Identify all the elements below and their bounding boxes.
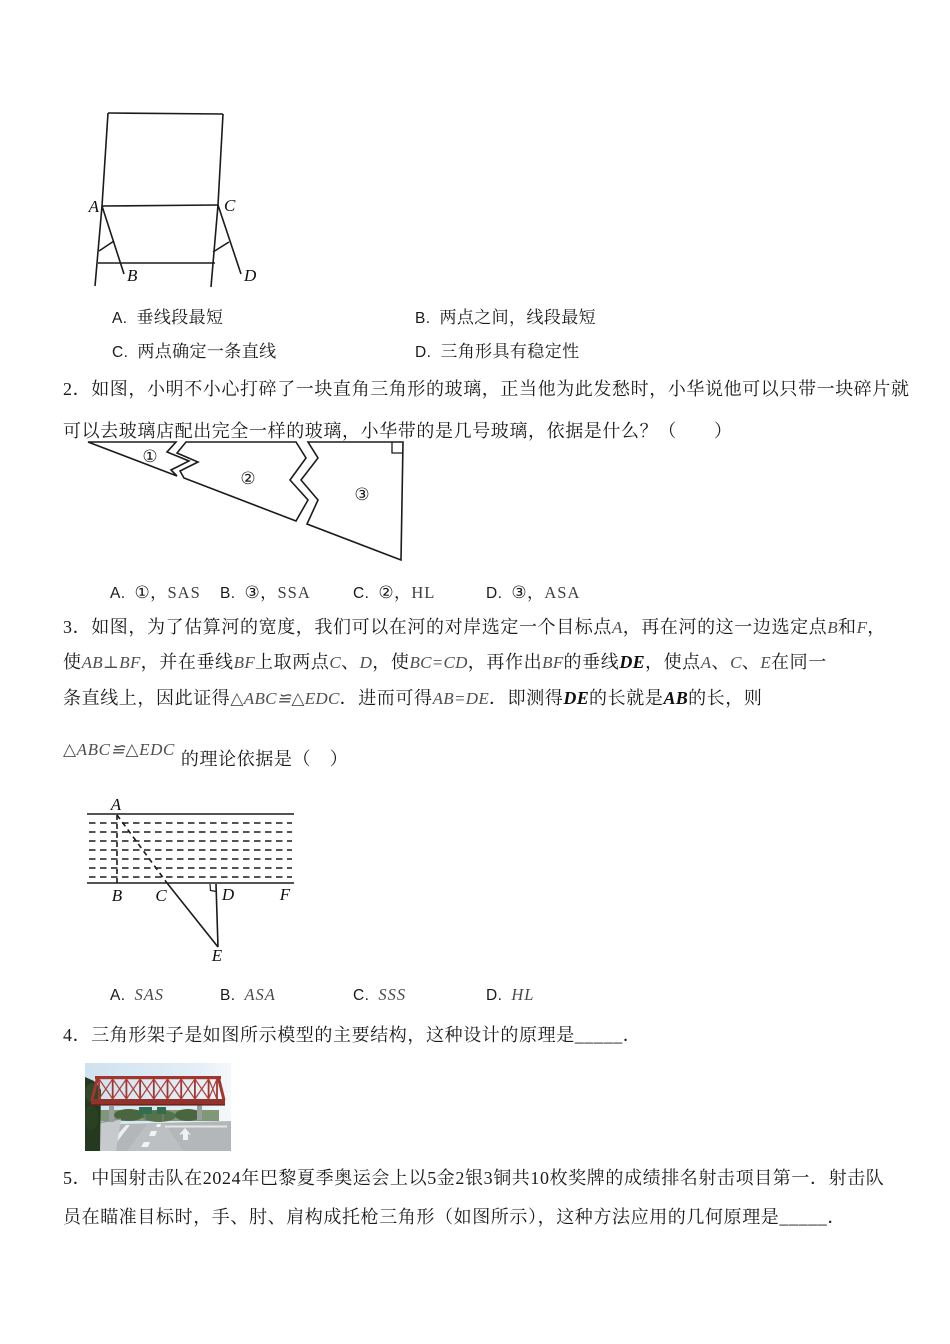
truss-bridge-photo bbox=[85, 1063, 231, 1151]
q3-stem-line-2 bbox=[63, 652, 827, 673]
text-segment: 的长就是 bbox=[589, 688, 664, 708]
q3-option-b bbox=[220, 985, 276, 1005]
option-basis: HL bbox=[411, 583, 436, 602]
option-letter: A. bbox=[110, 987, 126, 1004]
text-segment: 、 bbox=[341, 652, 360, 672]
option-basis: HL bbox=[511, 985, 535, 1004]
option-letter: B. bbox=[415, 310, 431, 327]
text-segment: C bbox=[730, 653, 742, 672]
fig3-label-a: A bbox=[110, 795, 122, 814]
fig3-label-e: E bbox=[211, 946, 223, 965]
fig3-label-d: D bbox=[221, 885, 235, 904]
text-segment: ， bbox=[867, 617, 886, 637]
option-letter: D. bbox=[486, 585, 503, 602]
text-segment: 条直线上，因此证得 bbox=[63, 688, 231, 708]
q2-option-c bbox=[353, 578, 435, 603]
option-choice: ②， bbox=[378, 583, 412, 602]
fig3-label-b: B bbox=[111, 886, 123, 905]
fig3-label-c: C bbox=[155, 886, 167, 905]
text-segment: ，再在河的这一边选定点 bbox=[622, 617, 828, 637]
option-letter: A. bbox=[112, 310, 128, 327]
q2-broken-glass-figure bbox=[85, 436, 415, 568]
option-choice: ③， bbox=[511, 583, 545, 602]
glass-piece-1-label: ① bbox=[142, 447, 158, 467]
option-basis: SSA bbox=[277, 583, 311, 602]
q3-option-d bbox=[486, 985, 534, 1005]
q5-stem-line-1: 5．中国射击队在2024年巴黎夏季奥运会上以5金2银3铜共10枚奖牌的成绩排名射击项目第一．射击队 bbox=[63, 1168, 885, 1188]
q1-option-d bbox=[415, 337, 580, 362]
option-text: 两点之间，线段最短 bbox=[439, 308, 597, 327]
text-segment: E bbox=[760, 653, 772, 672]
fig1-label-b: B bbox=[127, 266, 138, 285]
fig1-label-c: C bbox=[224, 196, 236, 215]
q1-option-c bbox=[112, 337, 277, 362]
text-segment: 、 bbox=[711, 652, 731, 672]
text-segment: BF bbox=[233, 653, 256, 672]
q2-stem-line-2: 可以去玻璃店配出完全一样的玻璃，小华带的是几号玻璃，依据是什么？（ ） bbox=[63, 421, 733, 441]
text-segment: 使 bbox=[63, 652, 82, 672]
q2-stem-line-1: 2．如图，小明不小心打碎了一块直角三角形的玻璃，正当他为此发愁时，小华说他可以只带一块碎片就 bbox=[63, 379, 910, 399]
q3-option-a bbox=[110, 985, 164, 1005]
text-segment: △ABC≌△EDC bbox=[230, 689, 340, 708]
option-basis: ASA bbox=[244, 985, 276, 1004]
option-letter: B. bbox=[220, 987, 236, 1004]
fig1-label-a: A bbox=[88, 197, 99, 216]
option-letter: B. bbox=[220, 585, 236, 602]
text-segment: 的垂线 bbox=[563, 652, 620, 672]
option-letter: C. bbox=[353, 585, 370, 602]
text-segment: ．进而可得 bbox=[339, 688, 433, 708]
option-text: 三角形具有稳定性 bbox=[440, 342, 580, 361]
glass-piece-2-label: ② bbox=[240, 469, 256, 489]
glass-piece-3-label: ③ bbox=[354, 485, 370, 505]
text-segment: BF bbox=[542, 653, 564, 672]
text-segment: 3．如图，为了估算河的宽度，我们可以在河的对岸选定一个目标点 bbox=[63, 617, 612, 637]
q4-stem: 4．三角形架子是如图所示模型的主要结构，这种设计的原理是_____． bbox=[63, 1025, 642, 1045]
option-text: 两点确定一条直线 bbox=[137, 342, 277, 361]
q3-option-c bbox=[353, 985, 406, 1005]
photo-bridge-pier bbox=[197, 1105, 202, 1120]
text-segment: DE bbox=[563, 688, 590, 708]
q2-option-a bbox=[110, 578, 201, 603]
option-basis: SAS bbox=[167, 583, 201, 602]
text-segment: 上取两点 bbox=[255, 652, 330, 672]
option-text: 垂线段最短 bbox=[136, 308, 224, 327]
q1-option-a bbox=[112, 303, 223, 328]
text-segment: 和 bbox=[837, 617, 857, 637]
text-segment: ，并在垂线 bbox=[140, 652, 234, 672]
text-segment: 的长，则 bbox=[688, 688, 763, 708]
text-segment: DE bbox=[619, 652, 645, 672]
option-basis: ASA bbox=[544, 583, 581, 602]
q3-stem-line-4 bbox=[63, 740, 349, 770]
fig1-label-d: D bbox=[244, 266, 257, 285]
text-segment: A bbox=[700, 653, 712, 672]
option-choice: ③， bbox=[244, 583, 278, 602]
option-choice: ①， bbox=[134, 583, 168, 602]
option-letter: D. bbox=[415, 344, 432, 361]
option-basis: SAS bbox=[134, 985, 165, 1004]
q3-stem-line-3 bbox=[63, 688, 762, 709]
option-letter: C. bbox=[112, 344, 129, 361]
congruence-formula: △ABC≌△EDC bbox=[63, 740, 175, 759]
q3-stem-line-1 bbox=[63, 617, 886, 638]
photo-bridge-pier bbox=[109, 1106, 114, 1122]
option-letter: D. bbox=[486, 987, 503, 1004]
q1-option-b bbox=[415, 303, 596, 328]
q2-option-d bbox=[486, 578, 580, 603]
q2-option-b bbox=[220, 578, 311, 603]
text-segment: 在同一 bbox=[771, 652, 827, 672]
text-segment: ．即测得 bbox=[489, 688, 564, 708]
text-segment: AB⊥BF bbox=[81, 653, 141, 672]
q3-stem-tail: 的理论依据是（ ） bbox=[180, 749, 349, 769]
text-segment: F bbox=[856, 618, 868, 637]
text-segment: ，使 bbox=[372, 652, 410, 672]
text-segment: BC=CD bbox=[409, 653, 468, 672]
q1-easel-figure bbox=[85, 106, 260, 296]
text-segment: AB bbox=[663, 688, 689, 708]
text-segment: AB=DE bbox=[432, 689, 490, 708]
text-segment: D bbox=[359, 653, 373, 672]
option-letter: A. bbox=[110, 585, 126, 602]
q3-river-figure bbox=[80, 795, 310, 965]
option-letter: C. bbox=[353, 987, 370, 1004]
text-segment: C bbox=[329, 653, 342, 672]
text-segment: B bbox=[827, 618, 838, 637]
text-segment: A bbox=[612, 618, 623, 637]
option-basis: SSS bbox=[378, 985, 407, 1004]
river-water-hatching bbox=[89, 823, 292, 877]
q5-stem-line-2: 员在瞄准目标时，手、肘、肩构成托枪三角形（如图所示），这种方法应用的几何原理是_____． bbox=[63, 1207, 846, 1227]
text-segment: ，再作出 bbox=[467, 652, 543, 672]
text-segment: ，使点 bbox=[644, 652, 701, 672]
fig3-label-f: F bbox=[279, 885, 291, 904]
text-segment: 、 bbox=[741, 652, 761, 672]
